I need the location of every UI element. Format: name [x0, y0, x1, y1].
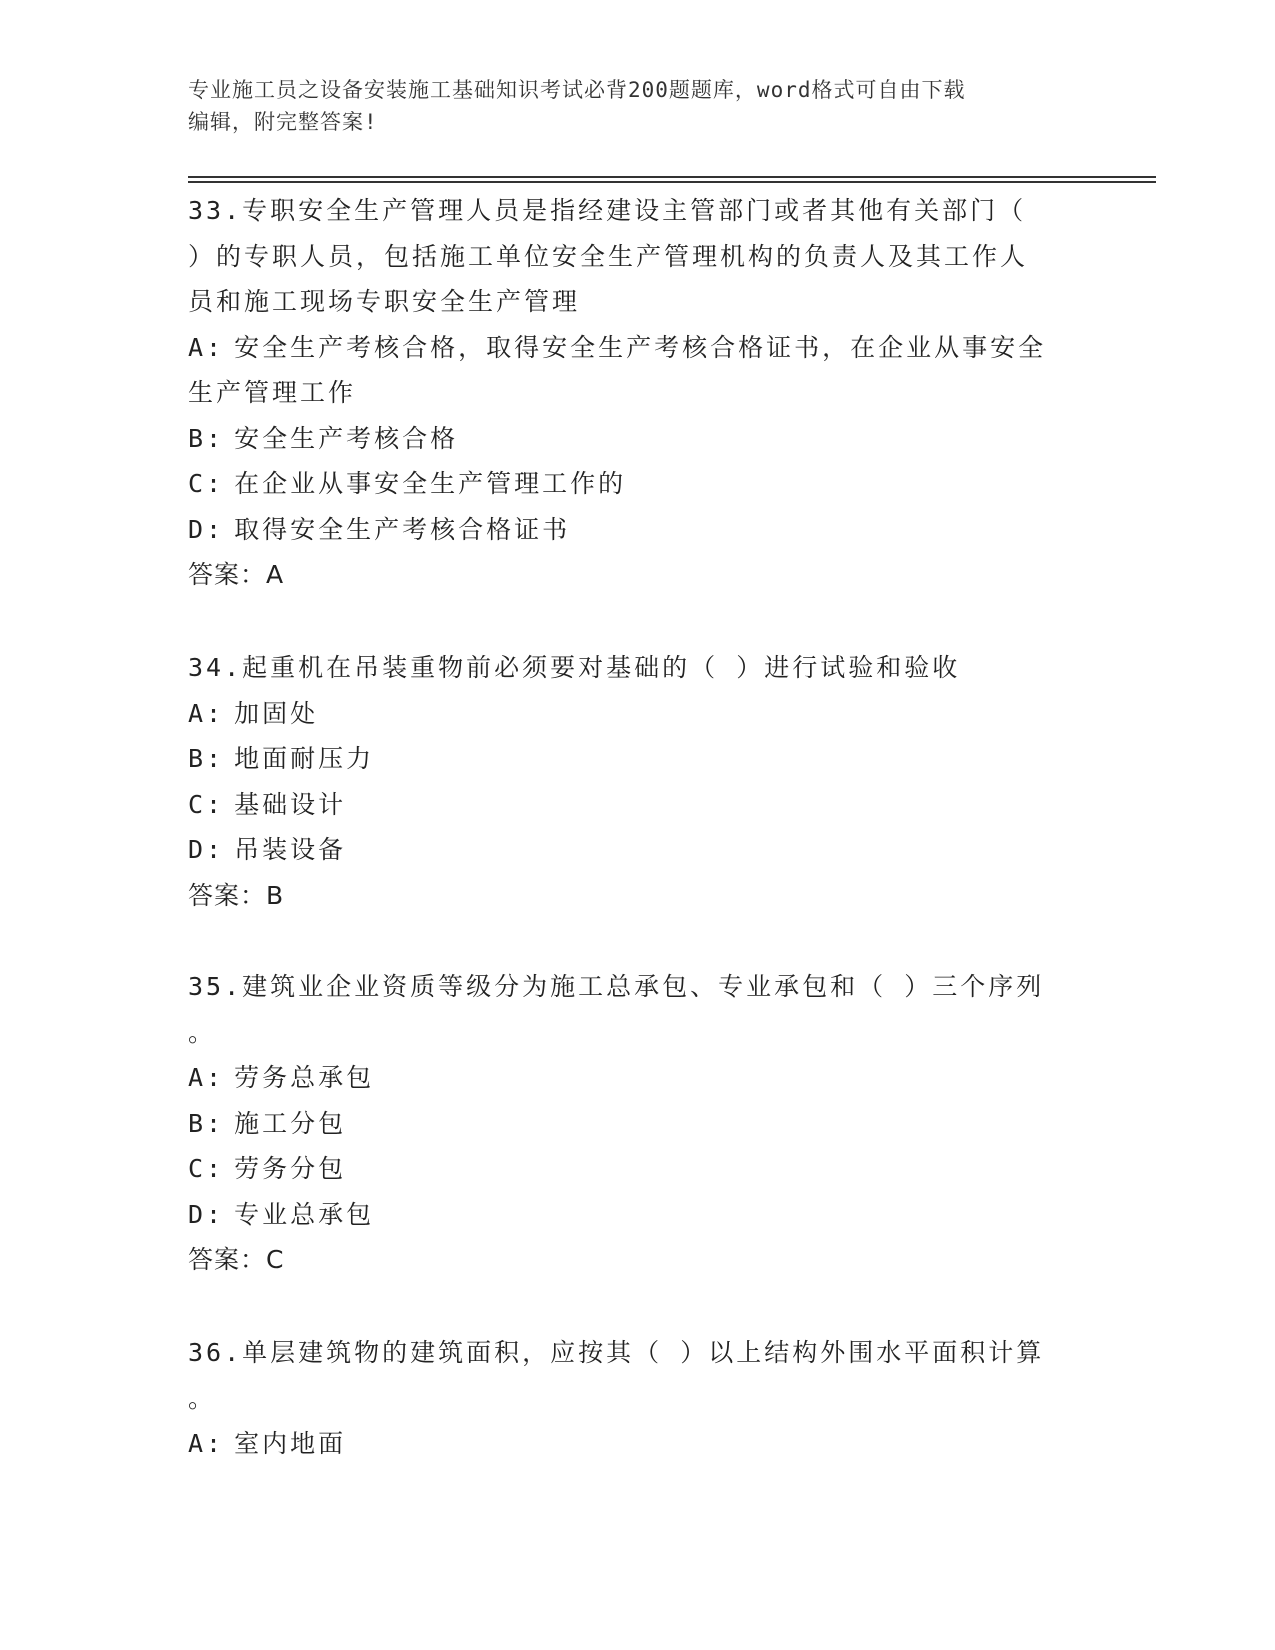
- option-letter: C:: [188, 789, 225, 819]
- option-text: 安全生产考核合格: [234, 423, 459, 453]
- option-letter: A:: [188, 698, 225, 728]
- option-text: 吊装设备: [234, 835, 347, 864]
- option-b: [188, 736, 1088, 782]
- option-a: [188, 1421, 1088, 1467]
- option-letter: A:: [188, 332, 225, 362]
- header-divider-bottom: [188, 181, 1156, 183]
- answer: 答案：C: [188, 1245, 285, 1274]
- option-d: [188, 1192, 1088, 1238]
- question-line: 33.专职安全生产管理人员是指经建设主管部门或者其他有关部门（: [188, 196, 1027, 225]
- question-text: [188, 1330, 1088, 1421]
- option-text: 加固处: [234, 698, 319, 728]
- question-text: [188, 188, 1088, 325]
- option-a: [188, 691, 1088, 737]
- option-letter: D:: [188, 835, 225, 864]
- option-text: 基础设计: [234, 789, 347, 819]
- question-line: 34.起重机在吊装重物前必须要对基础的（ ）进行试验和验收: [188, 653, 961, 682]
- question-line: 36.单层建筑物的建筑面积，应按其（ ）以上结构外围水平面积计算: [188, 1338, 1045, 1367]
- option-text: 在企业从事安全生产管理工作的: [234, 469, 627, 498]
- header-line-2: 编辑，附完整答案!: [188, 110, 378, 134]
- option-b: [188, 416, 1088, 462]
- option-letter: C:: [188, 469, 225, 498]
- document-header: [188, 74, 1088, 138]
- question-text: [188, 645, 1088, 691]
- question-line: 。: [188, 1017, 217, 1047]
- option-text: 劳务总承包: [234, 1063, 375, 1092]
- question-36: [188, 1330, 1088, 1467]
- option-letter: C:: [188, 1154, 225, 1183]
- option-text: 专业总承包: [234, 1199, 375, 1229]
- question-line: 35.建筑业企业资质等级分为施工总承包、专业承包和（ ）三个序列: [188, 972, 1045, 1001]
- option-c: [188, 1146, 1088, 1192]
- question-34: [188, 645, 1088, 918]
- option-c: [188, 461, 1088, 507]
- option-text: 地面耐压力: [234, 744, 375, 773]
- header-line-1: 专业施工员之设备安装施工基础知识考试必背200题题库，word格式可自由下载: [188, 78, 966, 102]
- question-35: [188, 964, 1088, 1283]
- question-33: [188, 188, 1088, 598]
- header-divider-top: [188, 176, 1156, 178]
- option-letter: D:: [188, 514, 225, 544]
- option-letter: D:: [188, 1199, 225, 1229]
- option-letter: B:: [188, 423, 225, 453]
- option-d: [188, 827, 1088, 873]
- option-text: 施工分包: [234, 1108, 347, 1138]
- question-text: [188, 964, 1088, 1055]
- option-a-continued: [188, 370, 1088, 416]
- option-letter: A:: [188, 1429, 225, 1458]
- option-text: 室内地面: [234, 1429, 347, 1458]
- question-line: 员和施工现场专职安全生产管理: [188, 287, 581, 316]
- option-text: 生产管理工作: [188, 378, 357, 407]
- question-line: 。: [188, 1383, 217, 1413]
- option-b: [188, 1101, 1088, 1147]
- option-letter: B:: [188, 1108, 225, 1138]
- answer: 答案：A: [188, 560, 285, 589]
- option-letter: A:: [188, 1063, 225, 1092]
- option-text: 安全生产考核合格，取得安全生产考核合格证书，在企业从事安全: [234, 332, 1047, 362]
- question-line: ）的专职人员，包括施工单位安全生产管理机构的负责人及其工作人: [188, 241, 1029, 271]
- option-letter: B:: [188, 744, 225, 773]
- option-a: [188, 325, 1088, 371]
- option-d: [188, 507, 1088, 553]
- option-c: [188, 782, 1088, 828]
- option-a: [188, 1055, 1088, 1101]
- option-text: 劳务分包: [234, 1154, 347, 1183]
- answer: 答案：B: [188, 880, 285, 910]
- option-text: 取得安全生产考核合格证书: [234, 514, 571, 544]
